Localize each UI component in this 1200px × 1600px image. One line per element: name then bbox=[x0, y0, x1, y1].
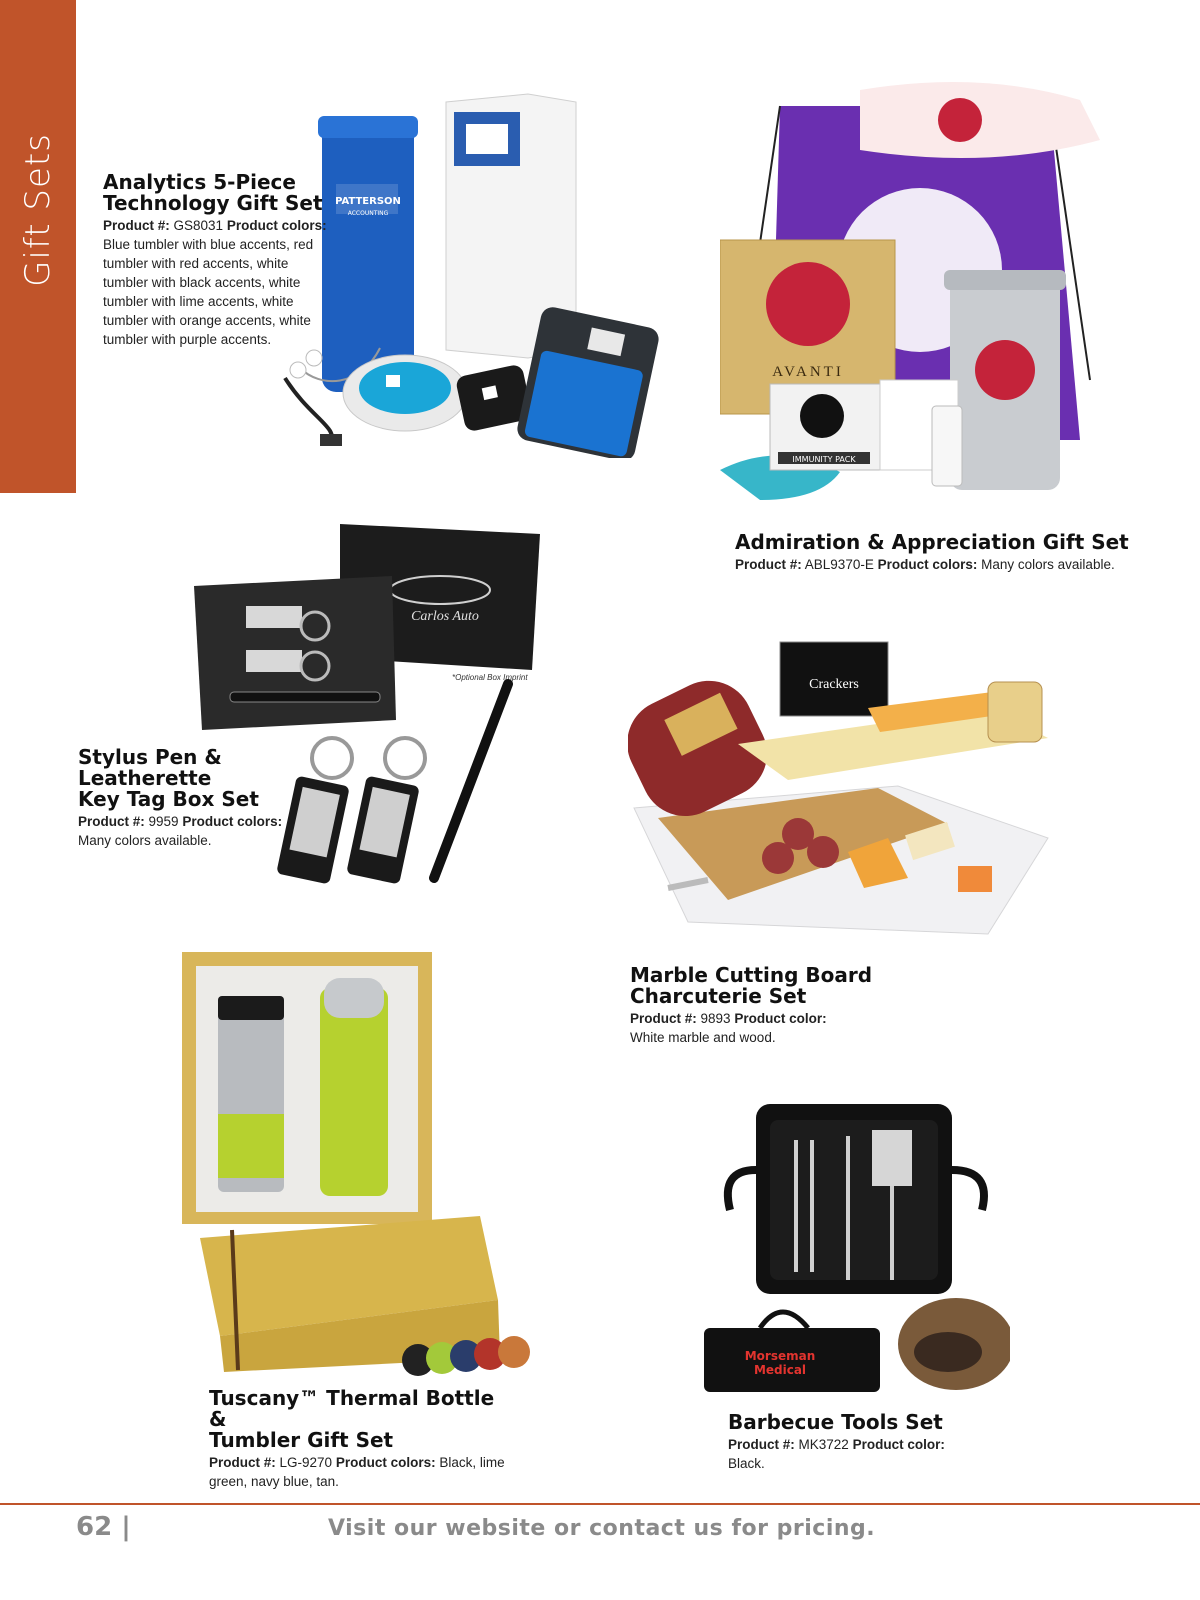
product-stylus-pen bbox=[78, 747, 308, 850]
product-number: MK3722 bbox=[798, 1437, 849, 1452]
product-title: Admiration & Appreciation Gift Set bbox=[735, 530, 1129, 554]
product-title: Analytics 5-Piece Technology Gift Set bbox=[103, 170, 323, 215]
section-tab bbox=[0, 0, 76, 493]
product-colors: Many colors available. bbox=[78, 833, 212, 848]
page-number: 62 | bbox=[76, 1512, 131, 1542]
product-barbecue bbox=[728, 1412, 988, 1473]
footer-rule bbox=[0, 1503, 1200, 1505]
product-title: Tuscany™ Thermal Bottle & Tumbler Gift Set bbox=[209, 1386, 495, 1452]
product-number: LG-9270 bbox=[279, 1455, 333, 1470]
product-title: Marble Cutting Board Charcuterie Set bbox=[630, 963, 873, 1008]
product-tuscany bbox=[209, 1388, 509, 1491]
product-details: Product #: 9893 Product color: White marble and wood. bbox=[630, 1011, 827, 1045]
pack-label-text: IMMUNITY PACK bbox=[792, 455, 856, 464]
product-marble-board bbox=[630, 965, 890, 1047]
product-title: Stylus Pen & Leatherette Key Tag Box Set bbox=[78, 745, 259, 811]
product-number: ABL9370-E bbox=[804, 557, 874, 572]
product-colors: White marble and wood. bbox=[630, 1030, 776, 1045]
barbecue-tools-image bbox=[700, 1100, 1010, 1404]
product-details: Product #: ABL9370-E Product colors: Many colors available. bbox=[735, 557, 1115, 572]
product-number: 9893 bbox=[700, 1011, 731, 1026]
bag-brand-sub: Medical bbox=[753, 1363, 807, 1377]
tumbler-brand-sub: ACCOUNTING bbox=[347, 210, 389, 217]
crackers-box-text: Crackers bbox=[809, 677, 859, 692]
card-brand-text: AVANTI bbox=[772, 364, 844, 380]
product-details: Product #: GS8031 Product colors: Blue tumbler with blue accents, red tumbler with red accents, white tumbler with black accents, white tumbler with lime accents, white tumbler with orange accents, white tumbler with purple accents. bbox=[103, 218, 327, 347]
pricing-note: Visit our website or contact us for pricing. bbox=[328, 1516, 876, 1541]
product-colors: Black, lime green, navy blue, tan. bbox=[209, 1455, 505, 1489]
box-lid-text: Carlos Auto bbox=[411, 609, 479, 624]
product-analytics bbox=[103, 172, 328, 349]
product-colors: Many colors available. bbox=[981, 557, 1115, 572]
product-number: GS8031 bbox=[173, 218, 224, 233]
product-colors: Blue tumbler with blue accents, red tumbler with red accents, white tumbler with black accents, white tumbler with lime accents, white tumbler with orange accents, white tumbler with purple accents. bbox=[103, 237, 314, 347]
charcuterie-set-image bbox=[628, 638, 1073, 938]
imprint-note: *Optional Box Imprint bbox=[452, 673, 528, 682]
product-number: 9959 bbox=[148, 814, 179, 829]
product-details: Product #: LG-9270 Product colors: Black, lime green, navy blue, tan. bbox=[209, 1455, 505, 1489]
section-tab-label: Gift Sets bbox=[18, 133, 58, 287]
product-details: Product #: MK3722 Product color: Black. bbox=[728, 1437, 945, 1471]
product-admiration bbox=[735, 532, 1135, 574]
tuscany-gift-set-image bbox=[180, 948, 530, 1378]
product-colors: Black. bbox=[728, 1456, 765, 1471]
product-details: Product #: 9959 Product colors: Many colors available. bbox=[78, 814, 283, 848]
tumbler-brand-text: PATTERSON bbox=[335, 196, 401, 207]
admiration-gift-set-image bbox=[720, 80, 1110, 520]
bag-brand-text: Morseman bbox=[744, 1349, 816, 1363]
analytics-gift-set-image bbox=[280, 88, 680, 458]
product-title: Barbecue Tools Set bbox=[728, 1410, 943, 1434]
